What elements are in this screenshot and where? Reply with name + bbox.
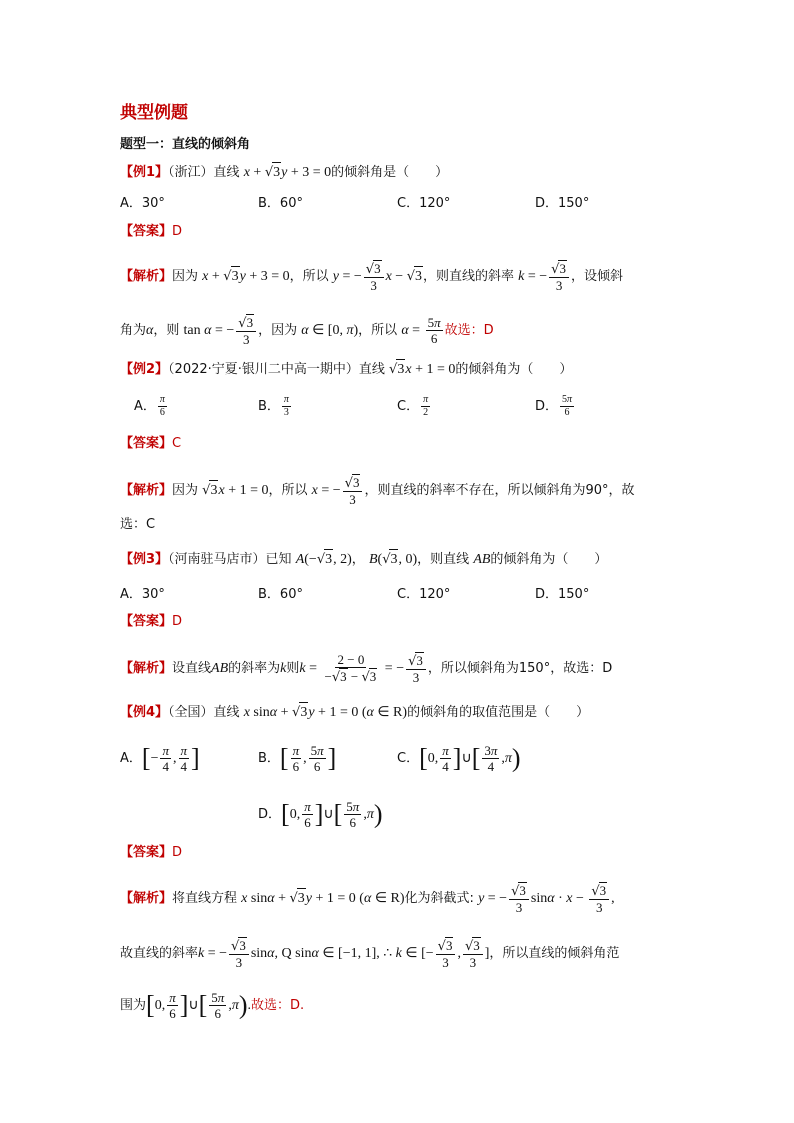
ex2-source: （2022·宁夏·银川二中高一期中）直线: [168, 362, 385, 377]
ex4-a2: 化为斜截式:: [404, 891, 474, 906]
ex4-analysis-line3: 围为[0, $\frac{\pi}{6}$ ]∪[ $\frac{5\pi}{6}$ ,π).故选：D.: [120, 990, 305, 1021]
ex3-tail2: 的倾斜角为（ ）: [490, 552, 608, 567]
ex4-source: （全国）直线: [168, 705, 240, 720]
ex1-a1: 因为: [172, 269, 199, 284]
ex3-answer-label: 【答案】: [120, 614, 173, 629]
ex3-a4: ，所以倾斜角为150°，故选：D: [427, 661, 613, 676]
ex2-question: 【例2】（2022·宁夏·银川二中高一期中）直线 √3x + 1 = 0的倾斜角为（ ）: [120, 359, 572, 380]
ex3-a1: 设直线: [172, 661, 212, 676]
ex1-a6: ，则: [153, 323, 180, 338]
ex2-answer: [120, 434, 181, 454]
ex4-option-a-label: A．: [120, 751, 142, 766]
ex2-a2: ，所以: [268, 483, 308, 498]
ex2-option-b: B． $\frac{\pi}{3}$: [258, 394, 289, 418]
ex4-a1: 将直线方程: [172, 891, 238, 906]
ex3-a2: 的斜率为: [228, 661, 281, 676]
ex1-label: 【例1】: [120, 165, 169, 180]
ex2-analysis-label: 【解析】: [120, 483, 173, 498]
ex2-a4: 选：C: [120, 517, 156, 532]
ex3-analysis-label: 【解析】: [120, 661, 173, 676]
ex3-mid: ，: [351, 552, 365, 567]
ex3-option-b: B．60°: [258, 587, 303, 602]
ex2-option-b-label: B．: [258, 399, 280, 414]
ex4-question: 【例4】（全国）直线 x sinα + √3y + 1 = 0 (α ∈ R)的倾斜角的取值范围是（ ）: [120, 702, 589, 723]
ex1-option-c: C．120°: [397, 196, 451, 211]
ex3-a3: 则: [286, 661, 300, 676]
ex2-option-c: C． $\frac{\pi}{2}$: [397, 394, 429, 418]
ex2-answer-value: C: [172, 436, 182, 451]
ex3-analysis: 【解析】设直线AB的斜率为k则k = $\frac{2 - 0}{-√3 - √3}$ = − $\frac{√3}{3}$ ，所以倾斜角为150°，故选：D: [120, 652, 613, 685]
ex3-source: （河南驻马店市）已知: [168, 552, 292, 567]
ex1-a9: 故选：D: [444, 323, 494, 338]
ex3-answer: [120, 612, 182, 632]
ex2-a3: ，则直线的斜率不存在，所以倾斜角为90°，故: [364, 483, 635, 498]
ex1-source: （浙江）直线: [168, 165, 240, 180]
ex4-answer-label: 【答案】: [120, 845, 173, 860]
ex2-a1: 因为: [172, 483, 199, 498]
ex3-tail: ，则直线: [417, 552, 470, 567]
ex2-option-d: D． $\frac{5\pi}{6}$: [535, 394, 573, 418]
ex1-analysis-line1: 【解析】因为 x + √3y + 3 = 0，所以 y = − $\frac{√3}{3}$ x − √3，则直线的斜率 k = − $\frac{√3}{3}$ ，设倾斜: [120, 261, 623, 293]
ex2-analysis-line1: 【解析】因为 √3x + 1 = 0，所以 x = − $\frac{√3}{3}$ ，则直线的斜率不存在，所以倾斜角为90°，故: [120, 475, 635, 507]
ex1-a7: ，因为: [258, 323, 298, 338]
ex1-option-a: A．30°: [120, 196, 165, 211]
ex4-answer-value: D: [172, 845, 183, 860]
ex2-label: 【例2】: [120, 362, 169, 377]
ex4-analysis-line2: 故直线的斜率k = − $\frac{√3}{3}$ sinα, Q sinα ∈ [−1, 1], ∴ k ∈ [− $\frac{√3}{3}$ , $\frac{√3}{3}$ ]，所以直线的倾斜角范: [120, 938, 620, 970]
ex1-answer-value: D: [172, 224, 183, 239]
ex4-a6: 故选：D.: [251, 998, 305, 1013]
ex1-analysis-label: 【解析】: [120, 269, 173, 284]
ex4-option-a: A．[− $\frac{\pi}{4}$ , $\frac{\pi}{4}$ ]: [120, 743, 200, 774]
ex1-a2: ，所以: [289, 269, 329, 284]
ex2-analysis-line2: [120, 515, 155, 535]
ex4-label: 【例4】: [120, 705, 169, 720]
ex4-answer: [120, 843, 182, 863]
ex1-tail: 的倾斜角是（ ）: [331, 165, 449, 180]
ex3-option-d: D．150°: [535, 587, 590, 602]
ex4-option-b: B．[ $\frac{\pi}{6}$ , $\frac{5\pi}{6}$ ]: [258, 743, 337, 774]
ex2-answer-label: 【答案】: [120, 436, 173, 451]
ex4-a3: 故直线的斜率: [120, 946, 199, 961]
ex3-option-c: C．120°: [397, 587, 451, 602]
ex2-option-d-label: D．: [535, 399, 559, 414]
ex4-option-c: C．[0, $\frac{\pi}{4}$ ]∪[ $\frac{3\pi}{4}$ ,π): [397, 743, 521, 774]
ex3-option-a: A．30°: [120, 587, 165, 602]
ex2-option-a: A． $\frac{\pi}{6}$: [134, 394, 165, 418]
ex1-option-b: B．60°: [258, 196, 303, 211]
ex2-tail: 的倾斜角为（ ）: [455, 362, 573, 377]
ex1-question: 【例1】（浙江）直线 x + √3y + 3 = 0的倾斜角是（ ）: [120, 162, 448, 183]
ex1-a3: ，则直线的斜率: [423, 269, 515, 284]
ex4-analysis-line1: 【解析】将直线方程 x sinα + √3y + 1 = 0 (α ∈ R)化为斜截式: y = − $\frac{√3}{3}$ sinα · x − $\frac{√3}{3}$ ,: [120, 883, 615, 915]
ex1-a4: ，设倾斜: [570, 269, 623, 284]
ex4-a5: 围为: [120, 998, 147, 1013]
ex1-a8: ，所以: [358, 323, 398, 338]
ex4-analysis-label: 【解析】: [120, 891, 173, 906]
ex1-analysis-line2: 角为α，则 tan α = − $\frac{√3}{3}$ ，因为 α ∈ [0, π)，所以 α = $\frac{5\pi}{6}$ 故选：D: [120, 315, 494, 347]
ex4-a4: ，所以直线的倾斜角范: [489, 946, 620, 961]
ex1-answer-label: 【答案】: [120, 224, 173, 239]
ex2-option-c-label: C．: [397, 399, 420, 414]
ex1-option-d: D．150°: [535, 196, 590, 211]
ex3-question: 【例3】（河南驻马店市）已知 A(−√3, 2)， B(√3, 0)，则直线 AB的倾斜角为（ ）: [120, 549, 607, 570]
ex2-option-a-label: A．: [134, 399, 156, 414]
section-title: 典型例题: [120, 103, 188, 123]
ex4-tail: 的倾斜角的取值范围是（ ）: [407, 705, 590, 720]
ex1-answer: [120, 222, 182, 242]
ex4-option-b-label: B．: [258, 751, 280, 766]
ex4-option-d: D．[0, $\frac{\pi}{6}$ ]∪[ $\frac{5\pi}{6}$ ,π): [258, 799, 383, 830]
ex3-label: 【例3】: [120, 552, 169, 567]
ex4-option-c-label: C．: [397, 751, 420, 766]
ex4-option-d-label: D．: [258, 807, 282, 822]
ex1-a5: 角为: [120, 323, 147, 338]
ex3-answer-value: D: [172, 614, 183, 629]
subsection-title: 题型一：直线的倾斜角: [120, 137, 251, 152]
